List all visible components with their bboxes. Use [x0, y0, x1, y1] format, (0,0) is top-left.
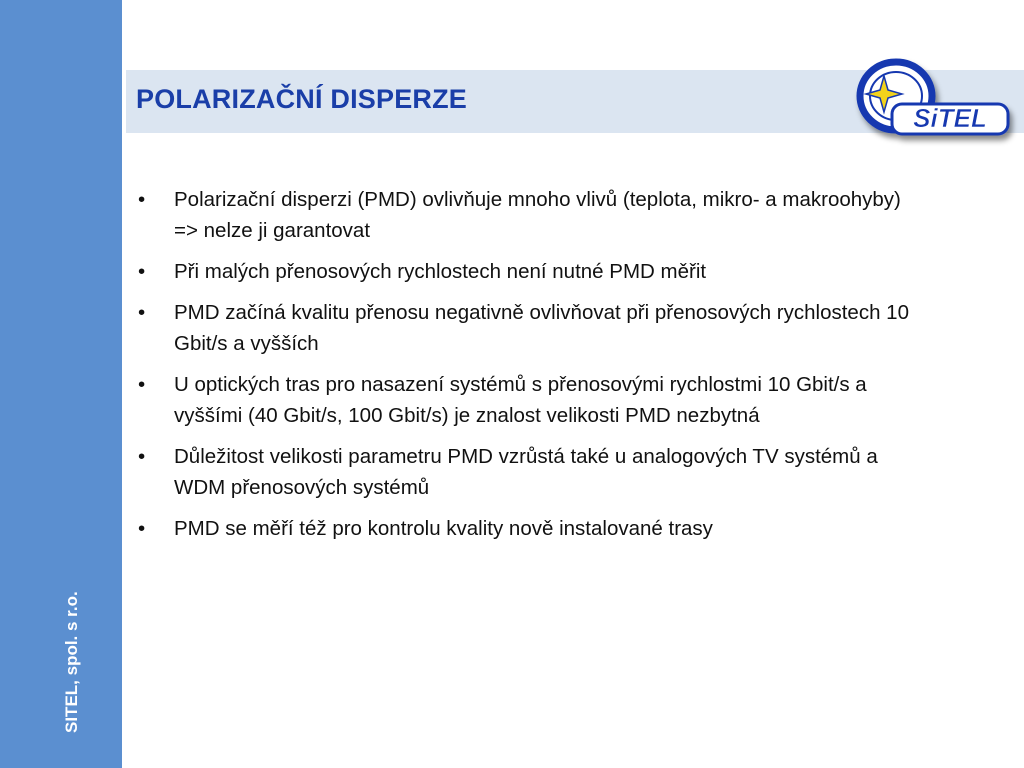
- bullet-text: Při malých přenosových rychlostech není nutné PMD měřit: [174, 260, 707, 283]
- bullet-text: PMD začíná kvalitu přenosu negativně ovlivňovat při přenosových rychlostech 10 Gbit/s a vyšších: [174, 301, 909, 355]
- bullet-marker: •: [138, 517, 146, 540]
- list-item: [138, 513, 928, 544]
- bullet-text: Polarizační disperzi (PMD) ovlivňuje mnoho vlivů (teplota, mikro- a makroohyby) => nelze ji garantovat: [174, 188, 901, 242]
- sitel-logo: [848, 52, 1020, 150]
- list-item: [138, 297, 928, 359]
- list-item: [138, 441, 928, 503]
- logo-text: SiTEL: [913, 103, 987, 133]
- bullet-marker: •: [138, 188, 146, 211]
- bullet-marker: •: [138, 301, 146, 324]
- bullet-text: Důležitost velikosti parametru PMD vzrůstá také u analogových TV systémů a WDM přenosových systémů: [174, 445, 878, 499]
- list-item: [138, 369, 928, 431]
- bullet-list: [138, 184, 928, 554]
- bullet-text: PMD se měří též pro kontrolu kvality nově instalované trasy: [174, 517, 713, 540]
- bullet-marker: •: [138, 260, 146, 283]
- list-item: [138, 256, 928, 287]
- sitel-logo-icon: [848, 52, 1020, 150]
- bullet-marker: •: [138, 445, 146, 468]
- sidebar: [0, 0, 122, 768]
- list-item: [138, 184, 928, 246]
- company-name: SITEL, spol. s r.o.: [62, 591, 81, 733]
- bullet-text: U optických tras pro nasazení systémů s přenosovými rychlostmi 10 Gbit/s a vyššími (40 Gbit/s, 100 Gbit/s) je znalost velikosti PMD nezbytná: [174, 373, 867, 427]
- slide-title: POLARIZAČNÍ DISPERZE: [136, 84, 468, 114]
- bullet-marker: •: [138, 373, 146, 396]
